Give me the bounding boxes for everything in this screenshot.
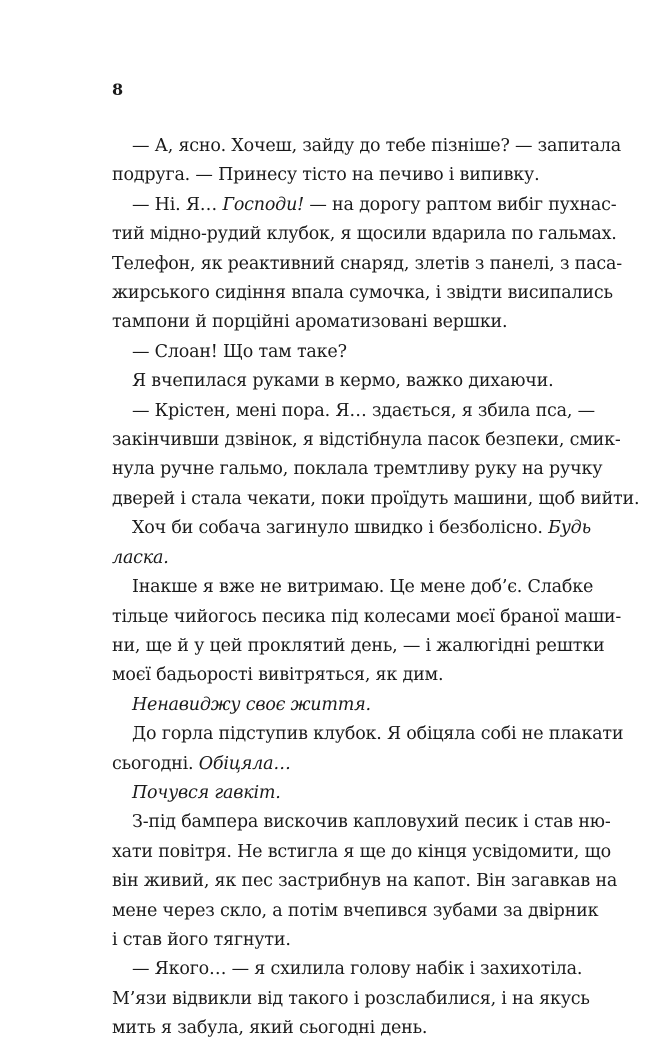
text-line: [112, 250, 622, 279]
text-segment: — А, ясно. Хочеш, зайду до тебе пізніше? — запитала: [132, 136, 622, 156]
text-segment: — Слоан! Що там таке?: [132, 341, 347, 362]
text-segment: До горла підступив клубок. Я обіцяла собі не плакати: [132, 724, 624, 745]
text-line: [112, 750, 574, 779]
text-segment: мить я забула, який сьогодні день.: [112, 1018, 428, 1039]
text-segment: тампони й порційні ароматизовані вершки.: [112, 312, 508, 333]
text-segment: М’язи відвикли від такого і розслабилися, і на якусь: [112, 988, 590, 1009]
text-segment: і став його тягнути.: [112, 929, 291, 950]
text-segment: ни, ще й у цей проклятий день, — і жалюгідні рештки: [112, 635, 605, 656]
text-segment: жирського сидіння впала сумочка, і звідти висипались: [112, 283, 613, 304]
text-line: [112, 779, 574, 808]
italic-text: Будь: [548, 518, 591, 539]
text-line: [112, 603, 622, 632]
text-line: [112, 338, 574, 367]
text-segment: — на дорогу раптом вибіг пухнас-: [303, 194, 617, 215]
text-segment: — Якого… — я схилила голову набік і захихотіла.: [132, 959, 583, 980]
text-line: [112, 691, 574, 720]
text-line: [112, 838, 611, 867]
italic-text: Ненавиджу своє життя.: [132, 694, 371, 715]
text-line: [112, 573, 594, 602]
text-segment: тільце чийогось песика під колесами моєї браної маши-: [112, 606, 622, 627]
text-line: [112, 720, 624, 749]
body-text: [112, 132, 640, 1044]
text-line: [112, 514, 591, 543]
italic-text: Обіцяла…: [198, 753, 291, 774]
text-segment: Інакше я вже не витримаю. Це мене доб’є. Слабке: [132, 577, 594, 598]
text-line: [112, 426, 621, 455]
italic-text: Господи!: [222, 194, 304, 215]
italic-text: Почувся гавкіт.: [132, 782, 281, 803]
text-segment: Хоч би собача загинуло швидко і безболісно.: [132, 518, 549, 539]
text-line: [112, 308, 574, 337]
text-segment: хати повітря. Не встигла я ще до кінця усвідомити, що: [112, 841, 611, 862]
text-line: [112, 485, 640, 514]
text-segment: З-під бампера вискочив капловухий песик і став ню-: [132, 812, 611, 833]
text-segment: дверей і стала чекати, поки проїдуть машини, щоб вийти.: [112, 488, 640, 509]
text-line: [112, 220, 617, 249]
text-segment: — Крістен, мені пора. Я… здається, я збила пса, —: [132, 400, 595, 421]
text-line: [112, 367, 574, 396]
text-line: [112, 544, 574, 573]
text-segment: моєї бадьорості вивітряться, як дим.: [112, 665, 444, 686]
text-segment: тий мідно-рудий клубок, я щосили вдарила по гальмах.: [112, 224, 617, 245]
text-segment: нула ручне гальмо, поклала тремтливу руку на ручку: [112, 459, 603, 480]
text-line: [112, 132, 622, 161]
text-line: [112, 455, 603, 484]
text-line: [112, 397, 595, 426]
italic-text: ласка.: [112, 547, 169, 568]
text-line: [112, 926, 574, 955]
text-line: [112, 661, 574, 690]
text-line: [112, 808, 611, 837]
page-number: 8: [112, 80, 124, 99]
text-line: [112, 867, 618, 896]
text-line: [112, 985, 590, 1014]
text-segment: — Ні. Я…: [132, 194, 223, 215]
text-line: [112, 897, 599, 926]
text-segment: сьогодні.: [112, 753, 199, 774]
text-segment: він живий, як пес застрибнув на капот. Він загавкав на: [112, 871, 618, 892]
text-line: [112, 955, 583, 984]
text-line: [112, 191, 617, 220]
text-line: [112, 161, 574, 190]
text-line: [112, 279, 613, 308]
text-line: [112, 632, 605, 661]
text-segment: Я вчепилася руками в кермо, важко дихаючи.: [132, 371, 554, 392]
text-segment: подруга. — Принесу тісто на печиво і випивку.: [112, 165, 540, 186]
text-line: [112, 1014, 574, 1043]
text-segment: Телефон, як реактивний снаряд, злетів з панелі, з паса-: [112, 253, 622, 274]
text-segment: закінчивши дзвінок, я відстібнула пасок безпеки, смик-: [112, 430, 621, 451]
text-segment: мене через скло, а потім вчепився зубами за двірник: [112, 900, 599, 921]
